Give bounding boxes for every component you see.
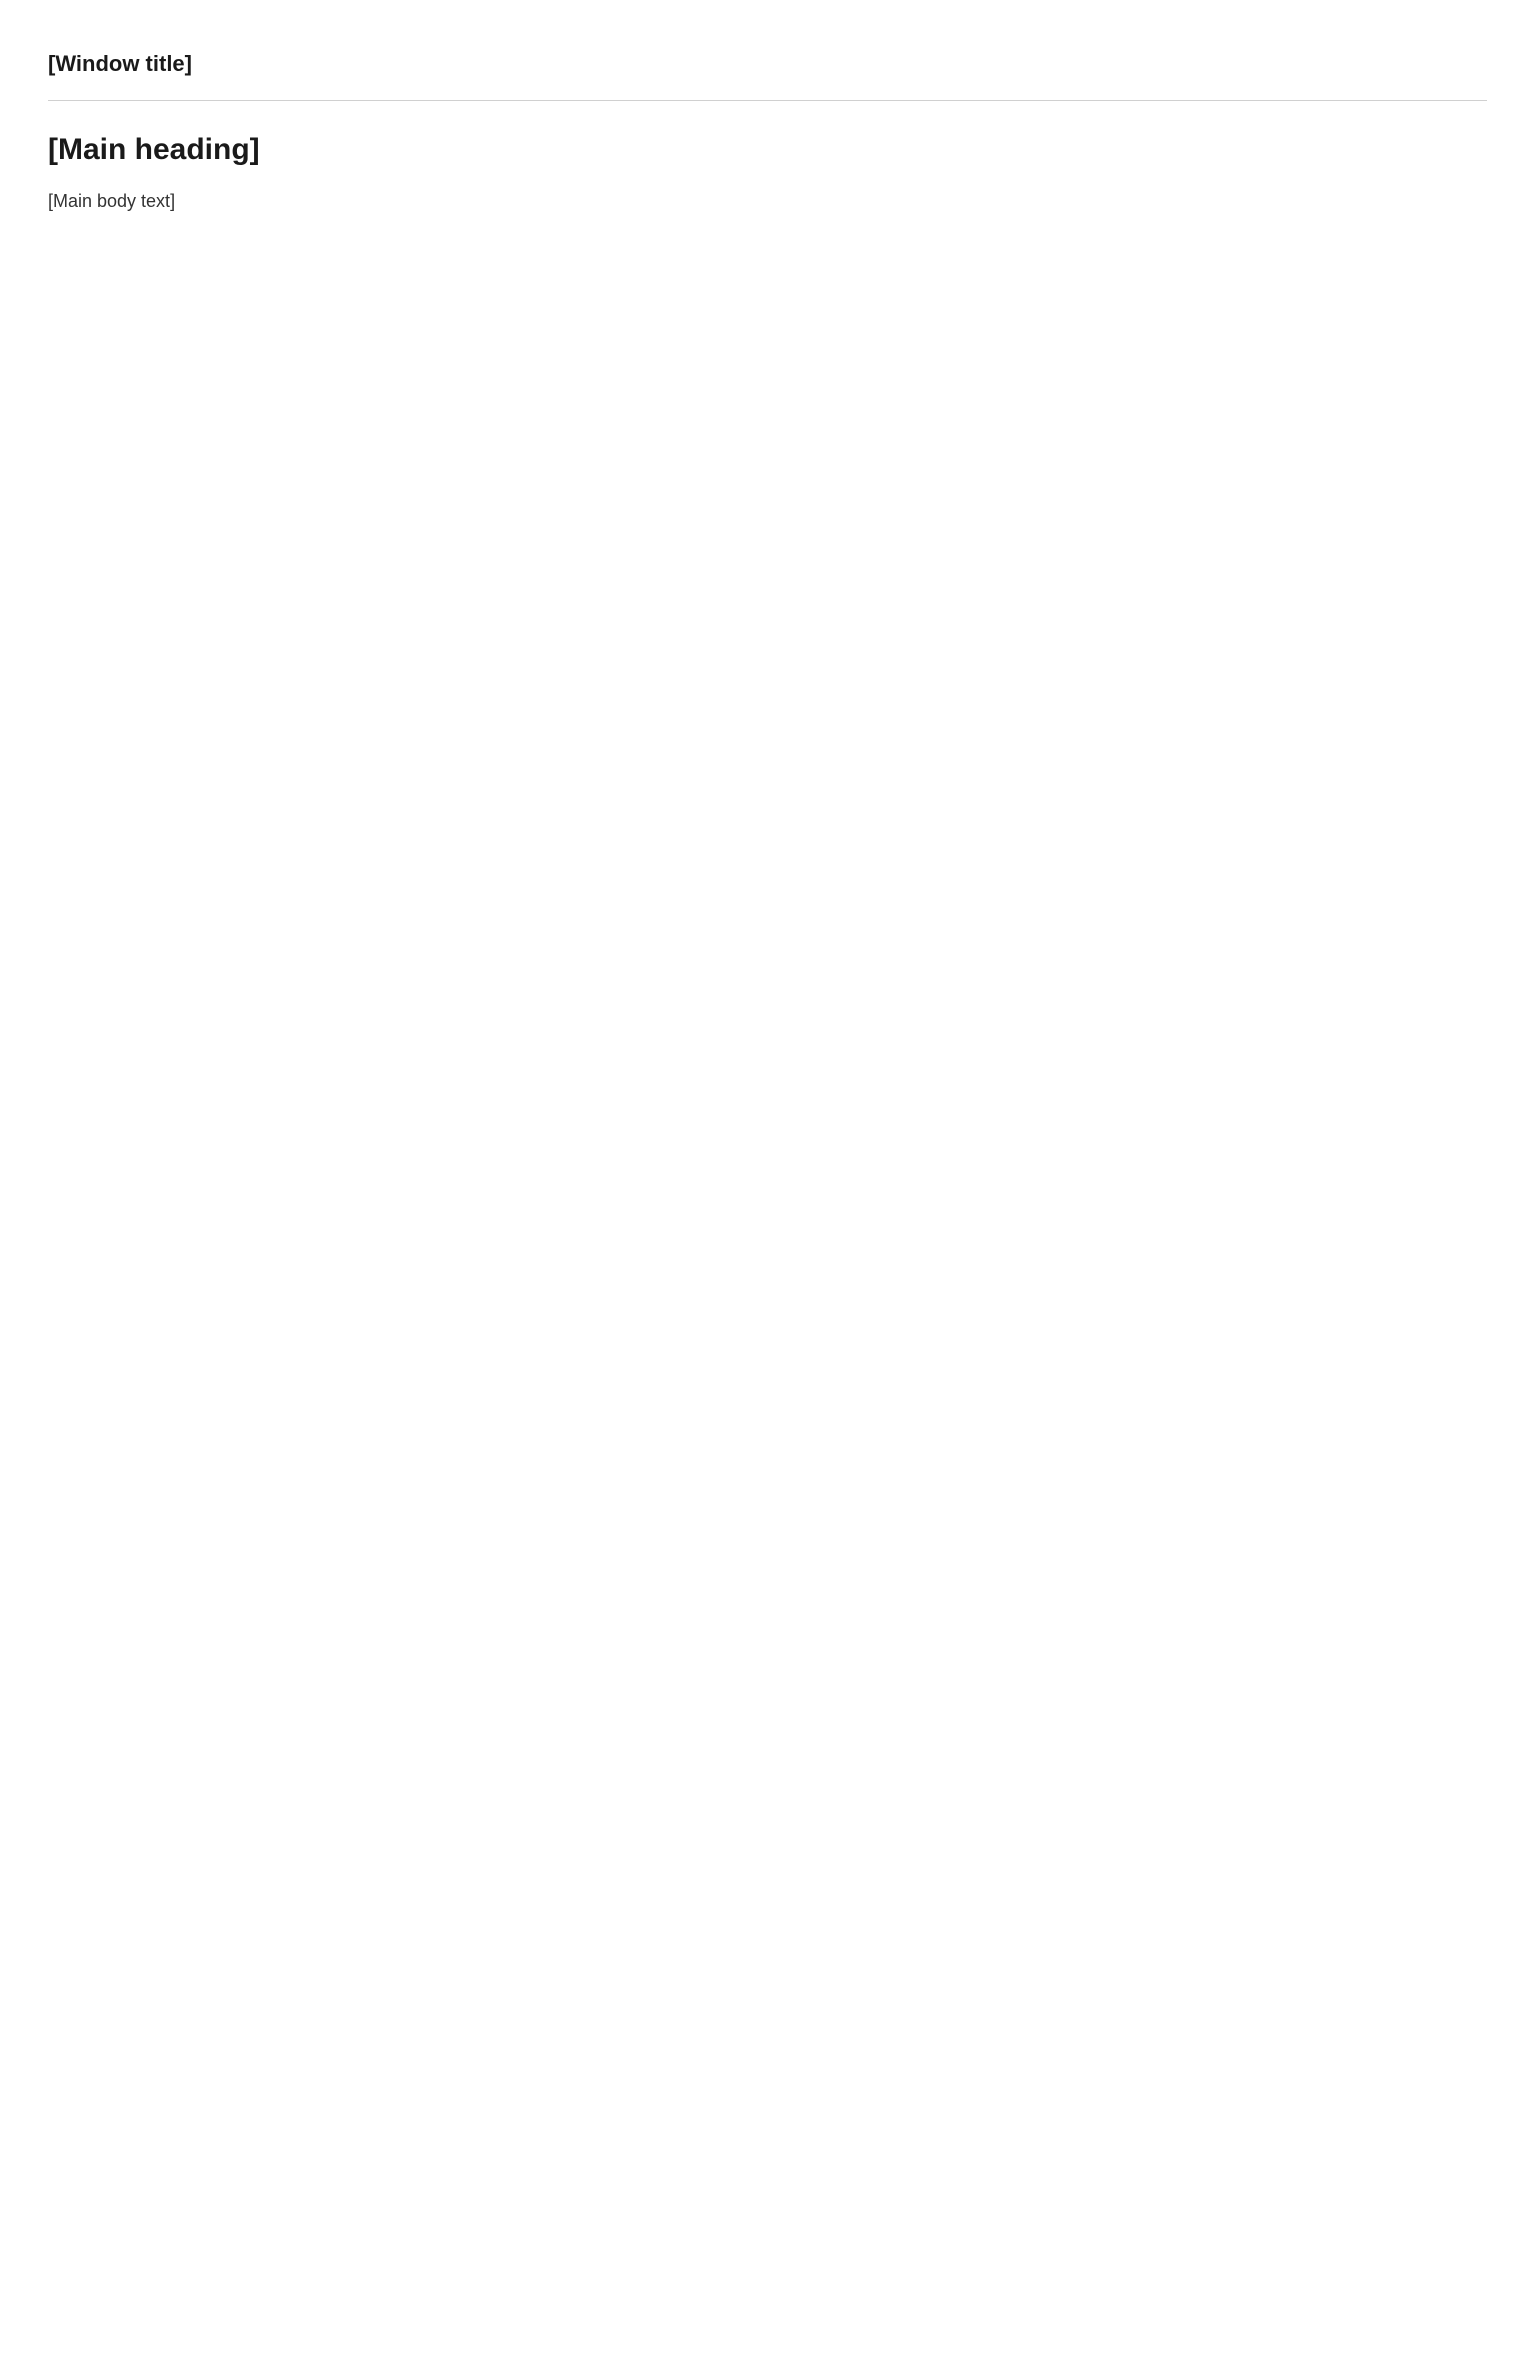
header bbox=[48, 40, 1487, 101]
main-heading: [Main heading] bbox=[48, 133, 260, 166]
header-title: [Window title] bbox=[48, 51, 192, 76]
main-content bbox=[48, 133, 1487, 216]
main-body-text: [Main body text] bbox=[48, 191, 176, 211]
